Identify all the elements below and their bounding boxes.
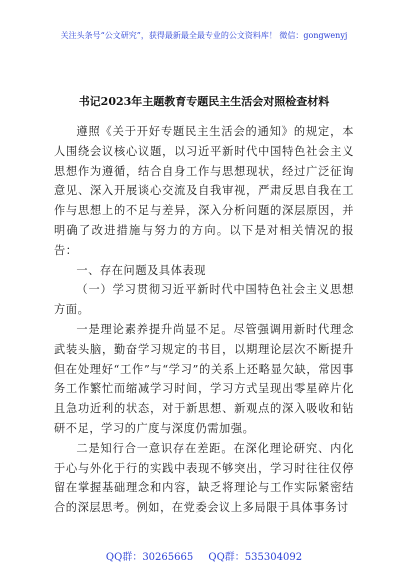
section-heading: 一、存在问题及具体表现 bbox=[76, 263, 207, 277]
qq-group-2: QQ群：535304092 bbox=[208, 552, 303, 563]
document-title: 书记2023年主题教育专题民主生活会对照检查材料 bbox=[78, 95, 330, 108]
document-body bbox=[54, 122, 354, 518]
paragraph-point-two: 二是知行合一意识存在差距。在深化理论研究、内化于心与外化于行的实践中表现不够突出，学习时往往仅停留在掌握基础理念和内容，缺乏将理论与工作实际紧密结合的深层思考。例如，在党委会议上多局限于具体事务讨 bbox=[54, 441, 354, 515]
paragraph-intro: 遵照《关于开好专题民主生活会的通知》的规定，本人围绕会议核心议题，以习近平新时代中国特色社会主义思想作为遵循，结合自身工作与思想现状，经过广泛征询意见、深入开展谈心交流及自我审视，严肃反思自我在工作与思想上的不足与差异，深入分析问题的深层原因，并明确了改进措施与努力的方向。以下是对相关情况的报告： bbox=[54, 125, 354, 257]
footer-contacts bbox=[0, 548, 408, 563]
paragraph-point-one: 一是理论素养提升尚显不足。尽管强调用新时代理念武装头脑，勤奋学习规定的书目，以期理论层次不断提升但在处理好“工作”与“学习”的关系上还略显欠缺，常因事务工作繁忙而缩减学习时间，学习方式呈现出零星碎片化且急功近利的状态，对于新思想、新观点的深入吸收和钻研不足，学习的广度与深度仍需加强。 bbox=[54, 322, 354, 435]
promo-banner: 关注头条号“公文研究”，获得最新最全最专业的公文资料库！ 微信：gongwenyj bbox=[60, 31, 348, 40]
subsection-heading: （一）学习贯彻习近平新时代中国特色社会主义思想方面。 bbox=[54, 283, 354, 317]
qq-group-1: QQ群：30265665 bbox=[105, 552, 194, 563]
